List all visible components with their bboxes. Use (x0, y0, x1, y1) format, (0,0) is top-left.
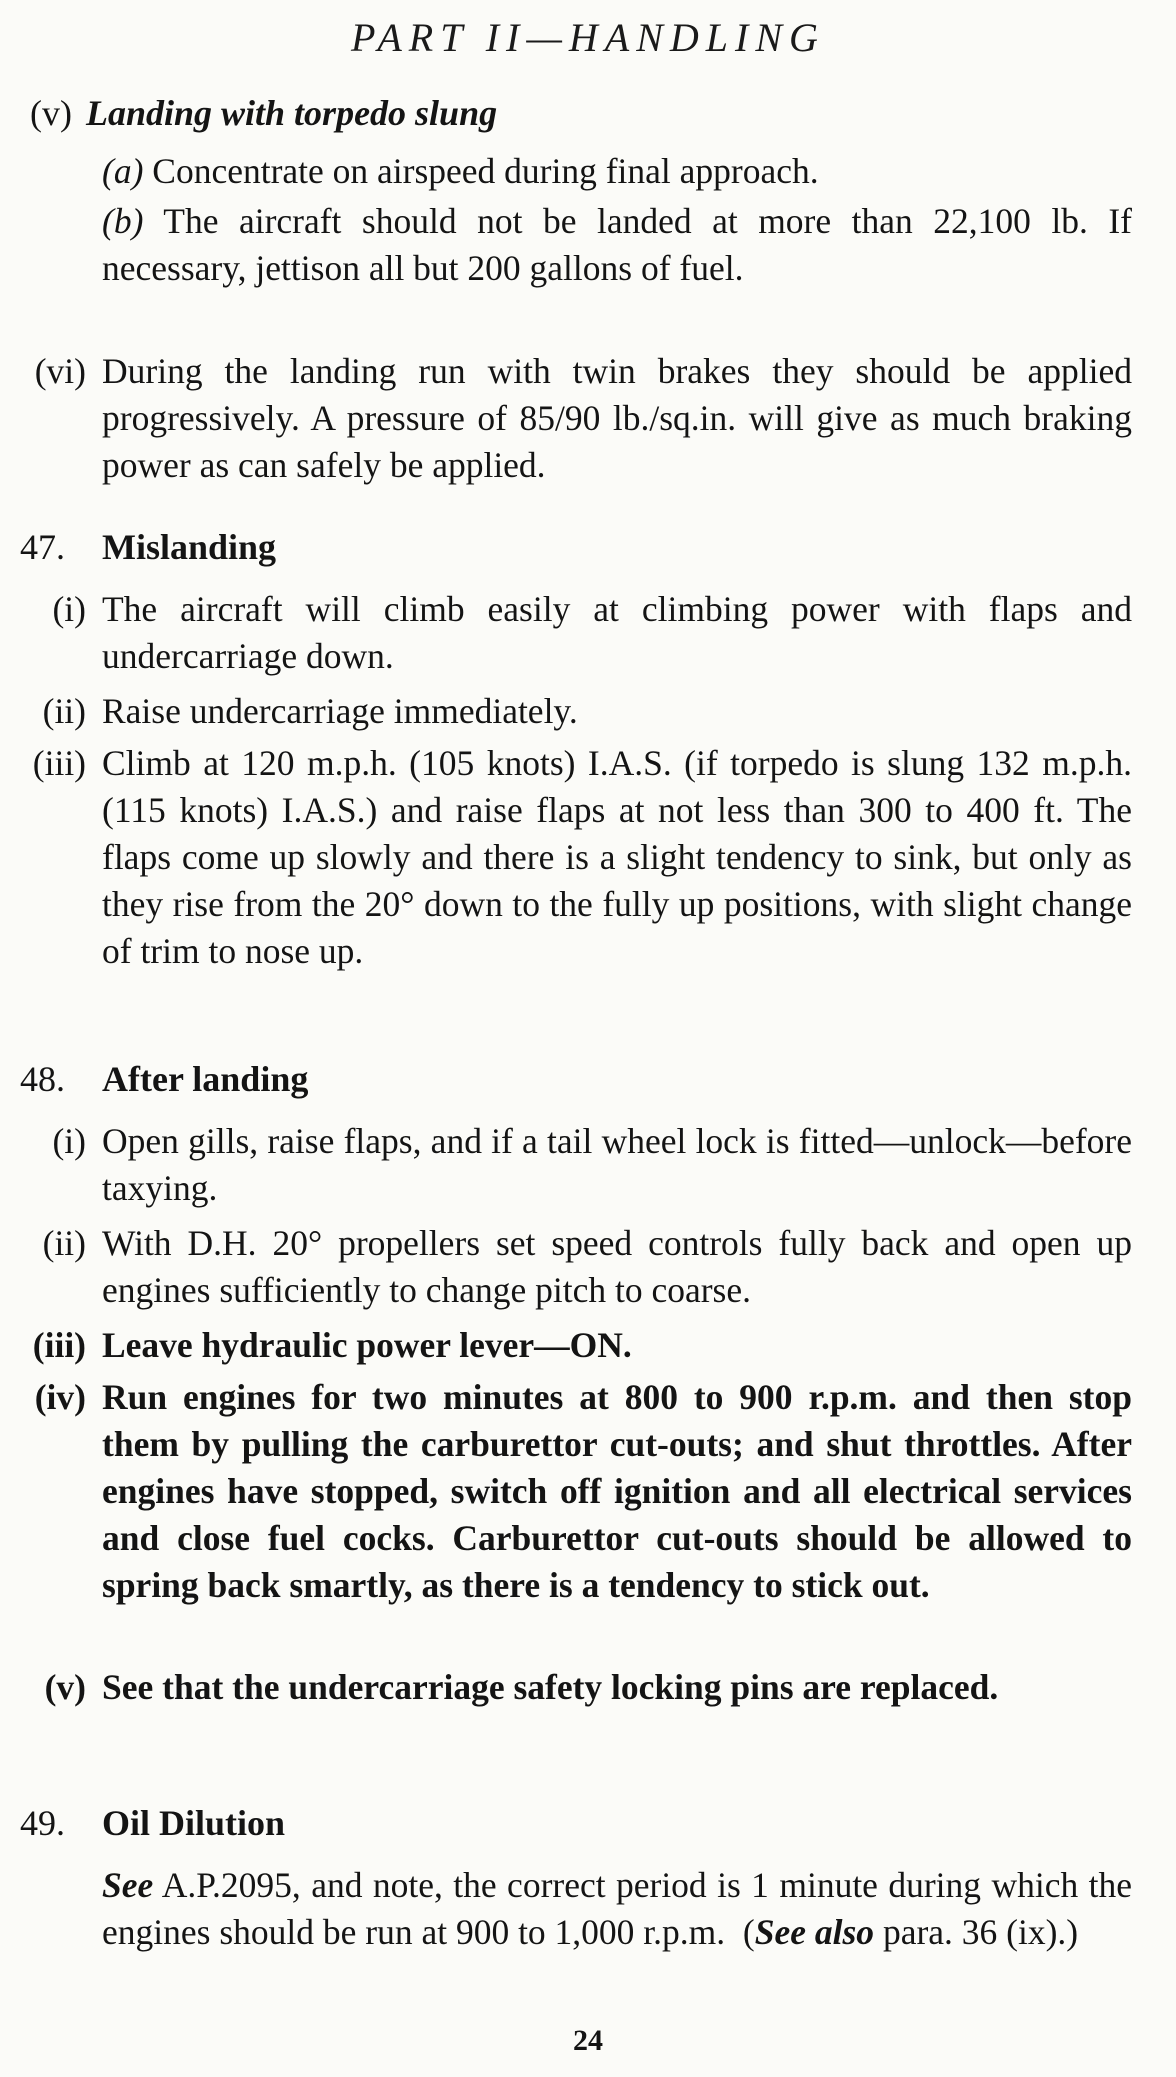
section-47-item (52, 586, 1132, 680)
item-text: During the landing run with twin brakes they should be applied progressively. A pressure of 85/90 lb./sq.in. will give as much braking power as can safely be applied. (102, 351, 1132, 485)
landing-torpedo-item-a (102, 148, 1132, 195)
section-title: After landing (102, 1059, 309, 1099)
section-number: 49. (20, 1803, 65, 1843)
item-label: (a) (102, 151, 144, 191)
para-reference: para. 36 (ix).) (882, 1912, 1079, 1952)
page-number: 24 (573, 2024, 603, 2057)
item-number: (ii) (42, 1223, 86, 1263)
section-48-item (32, 1322, 1132, 1369)
item-number: (i) (52, 589, 86, 629)
see-word: See (102, 1865, 154, 1905)
item-number: (iii) (32, 743, 86, 783)
section-number: 47. (20, 527, 65, 567)
section-47-item (42, 688, 1132, 735)
item-text: Climb at 120 m.p.h. (105 knots) I.A.S. (if torpedo is slung 132 m.p.h. (115 knots) I.A.S.) and raise flaps at not less than 300 to 400 ft. The flaps come up slowly and there is a slight tendency to sink, but only as they rise from the 20° down to the fully up positions, with slight change of trim to nose up. (102, 743, 1132, 971)
section-49-heading (20, 1802, 285, 1844)
section-48-item (42, 1220, 1132, 1314)
section-47-item (32, 740, 1132, 975)
item-text: With D.H. 20° propellers set speed controls fully back and open up engines sufficiently to change pitch to coarse. (102, 1223, 1132, 1310)
section-title: Mislanding (102, 527, 277, 567)
item-text: The aircraft will climb easily at climbing power with flaps and undercarriage down. (102, 589, 1132, 676)
open-paren: ( (742, 1912, 755, 1952)
section-48-item (44, 1664, 1132, 1711)
page-header: PART II—HANDLING (351, 15, 825, 60)
item-number: (v) (30, 93, 72, 133)
section-title: Oil Dilution (102, 1803, 286, 1843)
landing-torpedo-heading (30, 92, 497, 134)
oil-dilution-text (102, 1862, 1132, 1956)
item-text: Open gills, raise flaps, and if a tail wheel lock is fitted—unlock—before taxying. (102, 1121, 1132, 1208)
item-text: See that the undercarriage safety locking pins are replaced. (102, 1667, 999, 1707)
item-label: (b) (102, 201, 144, 241)
section-48-item (52, 1118, 1132, 1212)
item-text: Leave hydraulic power lever—ON. (102, 1325, 632, 1365)
section-48-item (34, 1374, 1132, 1609)
item-text: Raise undercarriage immediately. (102, 691, 578, 731)
item-number: (v) (44, 1667, 86, 1707)
item-number: (iii) (32, 1325, 86, 1365)
item-text: Concentrate on airspeed during final approach. (152, 151, 819, 191)
landing-torpedo-title: Landing with torpedo slung (85, 93, 498, 133)
item-text: The aircraft should not be landed at more than 22,100 lb. If necessary, jettison all but 200 gallons of fuel. (102, 201, 1133, 288)
item-number: (i) (52, 1121, 86, 1161)
reference-text: A.P.2095, and note, the correct period is 1 minute during which the engines should be run at 900 to 1,000 r.p.m. (102, 1865, 1132, 1952)
item-number: (iv) (34, 1377, 86, 1417)
see-also-word: See also (754, 1912, 875, 1952)
item-number: (vi) (34, 351, 86, 391)
landing-torpedo-item-b (102, 198, 1132, 292)
item-number: (ii) (42, 691, 86, 731)
item-text: Run engines for two minutes at 800 to 900 r.p.m. and then stop them by pulling the carburettor cut-outs; and shut throttles. After engines have stopped, switch off ignition and all electrical services and close fuel cocks. Carburettor cut-outs should be allowed to spring back smartly, as there is a tendency to stick out. (102, 1377, 1132, 1605)
brakes-item (34, 348, 1132, 489)
section-48-heading (20, 1058, 308, 1100)
section-47-heading (20, 526, 276, 568)
section-number: 48. (20, 1059, 65, 1099)
